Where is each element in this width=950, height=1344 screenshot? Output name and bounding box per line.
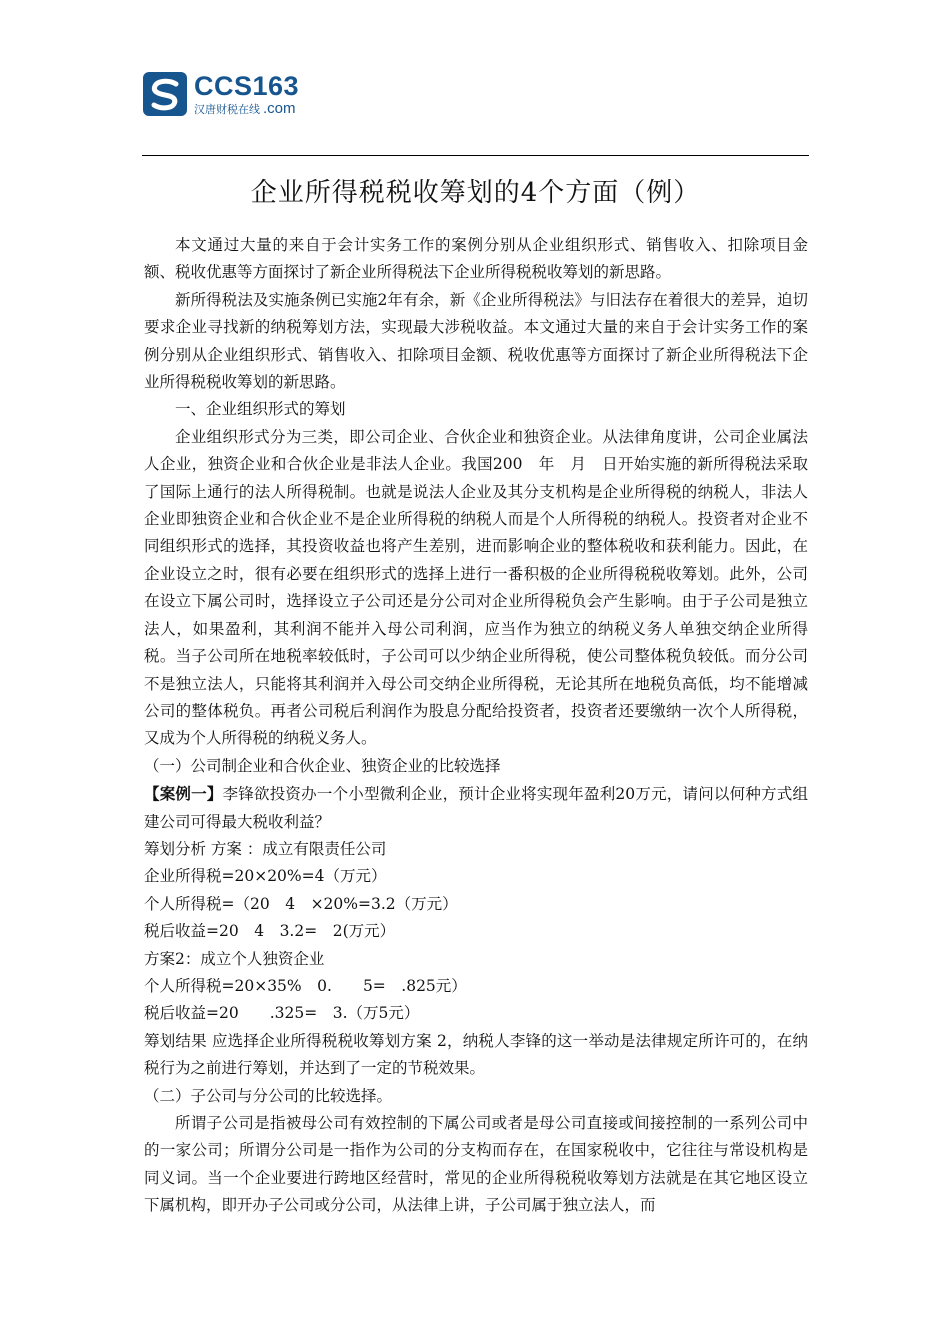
body-paragraph xyxy=(144,946,808,973)
paragraph-text: 筹划结果 应选择企业所得税税收筹划方案 2，纳税人李锋的这一举动是法律规定所许可的，在纳税行为之前进行筹划，并达到了一定的节税效果。 xyxy=(144,1031,808,1078)
paragraph-text: 企业组织形式分为三类，即公司企业、合伙企业和独资企业。从法律角度讲，公司企业属法人企业，独资企业和合伙企业是非法人企业。我国200 年 月 日开始实施的新所得税法采取了国际上通行的法人所得税制。也就是说法人企业及其分支机构是企业所得税的纳税人，非法人企业即独资企业和合伙企业不是企业所得税的纳税人而是个人所得税的纳税人。投资者对企业不同组织形式的选择，其投资收益也将产生差别，进而影响企业的整体税收和获利能力。因此，在企业设立之时，很有必要在组织形式的选择上进行一番积极的企业所得税税收筹划。此外，公司在设立下属公司时，选择设立子公司还是分公司对企业所得税负会产生影响。由于子公司是独立法人，如果盈利，其利润不能并入母公司利润，应当作为独立的纳税义务人单独交纳企业所得税。当子公司所在地税率较低时，子公司可以少纳企业所得税，使公司整体税负较低。而分公司不是独立法人，只能将其利润并入母公司交纳企业所得税，无论其所在地税负高低，均不能增减公司的整体税负。再者公司税后利润作为股息分配给投资者，投资者还要缴纳一次个人所得税，又成为个人所得税的纳税义务人。 xyxy=(144,427,808,748)
body-paragraph xyxy=(144,232,808,287)
paragraph-text: 李锋欲投资办一个小型微利企业，预计企业将实现年盈利20万元，请问以何种方式组建公司可得最大税收利益？ xyxy=(144,785,808,831)
body-paragraph xyxy=(144,396,808,423)
body-paragraph xyxy=(144,1000,808,1027)
paragraph-text: 本文通过大量的来自于会计实务工作的案例分别从企业组织形式、销售收入、扣除项目金额、税收优惠等方面探讨了新企业所得税法下企业所得税税收筹划的新思路。 xyxy=(144,236,808,282)
body-paragraph xyxy=(144,836,808,863)
logo-subtitle-text: 汉唐财税在线 xyxy=(194,103,260,116)
paragraph-text: 所谓子公司是指被母公司有效控制的下属公司或者是母公司直接或间接控制的一系列公司中的一家公司；所谓分公司是一指作为公司的分支构而存在，在国家税收中，它往往与常设机构是同义词。当一个企业要进行跨地区经营时，常见的企业所得税税收筹划方法就是在其它地区设立下属机构，即开办子公司或分公司，从法律上讲，子公司属于独立法人，而 xyxy=(144,1114,808,1215)
logo-domain: .com xyxy=(263,100,296,117)
body-paragraph xyxy=(144,973,808,1000)
body-paragraph xyxy=(144,918,808,945)
body-paragraph xyxy=(144,753,808,780)
body-paragraph xyxy=(144,891,808,918)
body-paragraph xyxy=(144,780,808,836)
logo-wordmark: CCS163 xyxy=(194,71,300,101)
paragraph-text: 企业所得税=20×20%=4（万元） xyxy=(144,867,387,886)
paragraph-text: （一）公司制企业和合伙企业、独资企业的比较选择 xyxy=(144,756,501,775)
body-paragraph xyxy=(144,1110,808,1220)
paragraph-text: 方案2：成立个人独资企业 xyxy=(144,949,325,968)
paragraph-text: （二）子公司与分公司的比较选择。 xyxy=(144,1086,393,1105)
header-divider xyxy=(142,155,809,156)
paragraph-text: 新所得税法及实施条例已实施2年有余，新《企业所得税法》与旧法存在着很大的差异，迫切要求企业寻找新的纳税筹划方法，实现最大涉税收益。本文通过大量的来自于会计实务工作的案例分别从企业组织形式、销售收入、扣除项目金额、税收优惠等方面探讨了新企业所得税法下企业所得税税收筹划的新思路。 xyxy=(144,290,808,392)
logo-subtitle xyxy=(194,102,296,117)
document-title: 企业所得税税收筹划的4个方面（例） xyxy=(250,178,701,208)
body-paragraph xyxy=(144,863,808,890)
paragraph-text: 税后收益=20 4 3.2= 2(万元） xyxy=(144,922,396,941)
body-paragraph xyxy=(144,424,808,753)
paragraph-text: 个人所得税=（20 4 ×20%=3.2（万元） xyxy=(144,894,458,913)
paragraph-text: 个人所得税=20×35% 0. 5= .825元） xyxy=(144,976,467,995)
body-paragraph xyxy=(144,1083,808,1110)
case-label: 【案例一】 xyxy=(144,784,223,804)
document-body xyxy=(144,232,808,1220)
body-paragraph xyxy=(144,287,808,397)
paragraph-text: 筹划分析 方案 ：成立有限责任公司 xyxy=(144,839,387,858)
body-paragraph xyxy=(144,1028,808,1083)
paragraph-text: 一、企业组织形式的筹划 xyxy=(175,400,346,419)
ccs163-logo xyxy=(142,71,332,121)
paragraph-text: 税后收益=20 .325= 3.（万5元） xyxy=(144,1004,420,1023)
ccs163-logo-mark-icon xyxy=(142,71,188,117)
